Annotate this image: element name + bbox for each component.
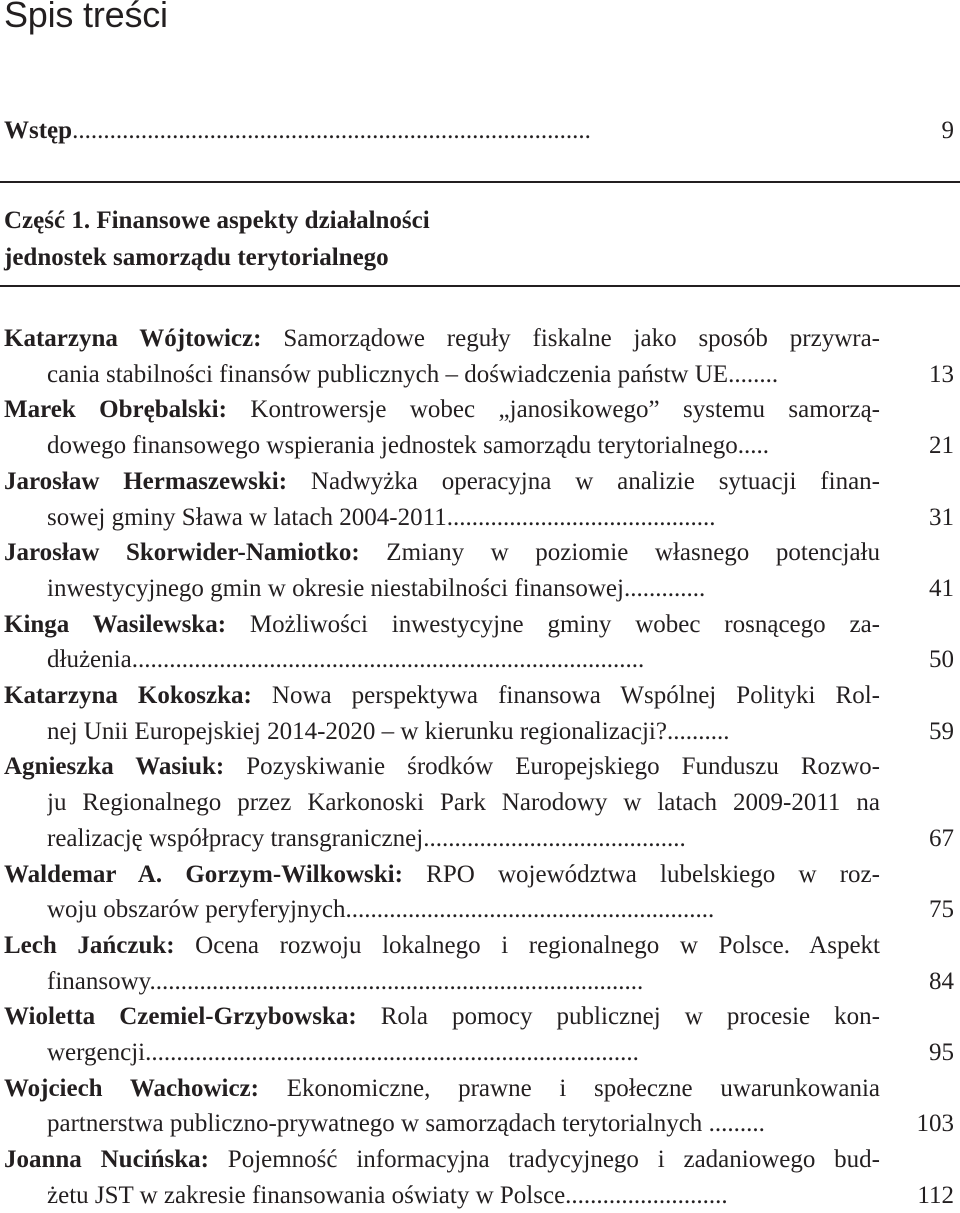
toc-entry-line [47, 571, 880, 606]
toc-entry-line [4, 1142, 880, 1177]
toc-entry-title: Rola pomocy publicznej w procesie kon- [356, 1003, 880, 1031]
toc-entry-line [4, 535, 880, 570]
toc-entry-title: wergencji [47, 1039, 146, 1066]
toc-entry-dots: ............................................................................... [149, 967, 644, 995]
toc-entry-dots: ............. [623, 574, 706, 602]
toc-entry-line [4, 321, 880, 356]
toc-entry-author: Marek Obrębalski: [4, 396, 227, 424]
toc-entry-page: 31 [929, 503, 954, 531]
toc-entry-title: Możliwości inwestycyjne gminy wobec rosnącego za- [226, 610, 880, 638]
toc-entry-line [47, 642, 880, 677]
toc-entry-title: Pojemność informacyjna tradycyjnego i zadaniowego bud- [208, 1146, 880, 1174]
toc-entry-dots: ......... [702, 1110, 765, 1138]
toc-entry-title: nej Unii Europejskiej 2014-2020 – w kierunku regionalizacji? [47, 717, 667, 745]
toc-entry-title: Ekonomiczne, prawne i społeczne uwarunkowania [258, 1074, 880, 1102]
page-title: Spis treści [4, 0, 168, 35]
toc-entry-dots: .................................................................................. [131, 646, 645, 674]
toc-entry-author: Lech Jańczuk: [4, 931, 175, 959]
toc-entry-title: Samorządowe reguły fiskalne jako sposób przywra- [261, 325, 880, 352]
toc-entry-title: realizację współpracy transgranicznej [47, 824, 424, 852]
toc-entry-author: Jarosław Skorwider-Namiotko: [4, 539, 360, 567]
toc-entry-title: Zmiany w poziomie własnego potencjału [359, 539, 880, 567]
toc-entry-author: Kinga Wasilewska: [4, 610, 227, 638]
toc-entry-line [4, 678, 880, 713]
toc-entry-line [47, 428, 880, 463]
toc-entry-author: Agnieszka Wasiuk: [4, 753, 225, 781]
toc-entry-title: Nowa perspektywa finansowa Wspólnej Polityki Rol- [251, 682, 880, 709]
toc-entry-line [4, 999, 880, 1034]
toc-entry-line [4, 464, 880, 499]
toc-entry-line [47, 500, 880, 535]
toc-entry-page: 75 [929, 896, 954, 924]
toc-entry-line [4, 392, 880, 427]
toc-entry-dots: ........................................... [446, 503, 716, 531]
toc-entry-title: partnerstwa publiczno-prywatnego w samorządach terytorialnych [47, 1110, 703, 1138]
toc-entry-title: cania stabilności finansów publicznych – doświadczenia państw UE [47, 360, 729, 388]
toc-entry-dots: ........................................................... [345, 896, 715, 924]
toc-entry-title: inwestycyjnego gmin w okresie niestabilności finansowej [47, 574, 624, 602]
intro-dots: ................................................................................... [72, 117, 591, 144]
toc-entry-title: dłużenia [47, 646, 132, 674]
toc-entry-line [47, 821, 880, 856]
toc-entry-author: Wojciech Wachowicz: [4, 1074, 259, 1102]
toc-entry-title: woju obszarów peryferyjnych [47, 896, 346, 924]
toc-entry-line [47, 1106, 880, 1141]
toc-entry-page: 95 [929, 1039, 954, 1066]
toc-entry-page: 112 [917, 1181, 954, 1209]
toc-entry-dots: ..... [737, 432, 770, 460]
toc-entry-line [4, 749, 880, 784]
toc-entry-title: Nadwyżka operacyjna w analizie sytuacji finan- [287, 467, 880, 495]
divider-part [0, 285, 960, 287]
toc-entry-page: 50 [929, 646, 954, 674]
toc-entry-line [47, 357, 880, 392]
toc-entry-line [4, 1071, 880, 1106]
toc-entry-title: finansowy [47, 967, 150, 995]
toc-entry-author: Wioletta Czemiel-Grzybowska: [4, 1003, 357, 1031]
toc-entry-page: 84 [929, 967, 954, 995]
toc-entry-page: 21 [929, 432, 954, 460]
toc-entry-title: ju Regionalnego przez Karkonoski Park Narodowy w latach 2009-2011 na [47, 789, 880, 817]
toc-entry-page: 67 [929, 824, 954, 852]
toc-entry-page: 103 [916, 1110, 954, 1138]
toc-entry-line [47, 714, 880, 749]
part-heading-line1: Część 1. Finansowe aspekty działalności [4, 207, 430, 234]
toc-entry-line [47, 1178, 880, 1213]
divider-top [0, 181, 960, 183]
toc-entry-line [4, 607, 880, 642]
toc-entry-dots: .......................................... [423, 824, 686, 852]
intro-page: 9 [941, 117, 954, 144]
toc-entry-dots: ........ [728, 360, 779, 388]
toc-entry-title: Pozyskiwanie środków Europejskiego Funduszu Rozwo- [224, 753, 880, 781]
toc-entry-title: dowego finansowego wspierania jednostek samorządu terytorialnego [47, 432, 738, 460]
toc-entry-dots: .......................... [565, 1181, 728, 1209]
toc-entry-page: 41 [929, 574, 954, 602]
toc-intro[interactable] [4, 113, 591, 148]
toc-entry-line [47, 964, 880, 999]
toc-entry-title: żetu JST w zakresie finansowania oświaty w Polsce [47, 1181, 566, 1209]
toc-entry-dots: .......... [666, 717, 730, 745]
toc-entry-title: Ocena rozwoju lokalnego i regionalnego w Polsce. Aspekt [174, 931, 880, 959]
toc-entry-title: RPO województwa lubelskiego w roz- [402, 860, 880, 888]
toc-entry-author: Joanna Nucińska: [4, 1146, 209, 1174]
toc-entry-line [4, 928, 880, 963]
toc-entry-line [47, 892, 880, 927]
toc-entry-author: Waldemar A. Gorzym-Wilkowski: [4, 860, 403, 888]
toc-entry-line [4, 857, 880, 892]
toc-entry-line [47, 785, 880, 820]
toc-entry-title: Kontrowersje wobec „janosikowego” systemu samorzą- [226, 396, 880, 424]
toc-entry-author: Jarosław Hermaszewski: [4, 467, 288, 495]
toc-entry-author: Katarzyna Kokoszka: [4, 682, 252, 709]
toc-entry-page: 13 [929, 360, 954, 388]
part-heading-line2: jednostek samorządu terytorialnego [4, 244, 389, 271]
toc-entry-page: 59 [929, 717, 954, 745]
toc-entry-title: sowej gminy Sława w latach 2004-2011 [47, 503, 447, 531]
toc-entry-dots: ............................................................................... [145, 1039, 639, 1066]
intro-label: Wstęp [4, 117, 73, 144]
toc-entry-author: Katarzyna Wójtowicz: [4, 325, 262, 352]
toc-entry-line [47, 1035, 880, 1070]
